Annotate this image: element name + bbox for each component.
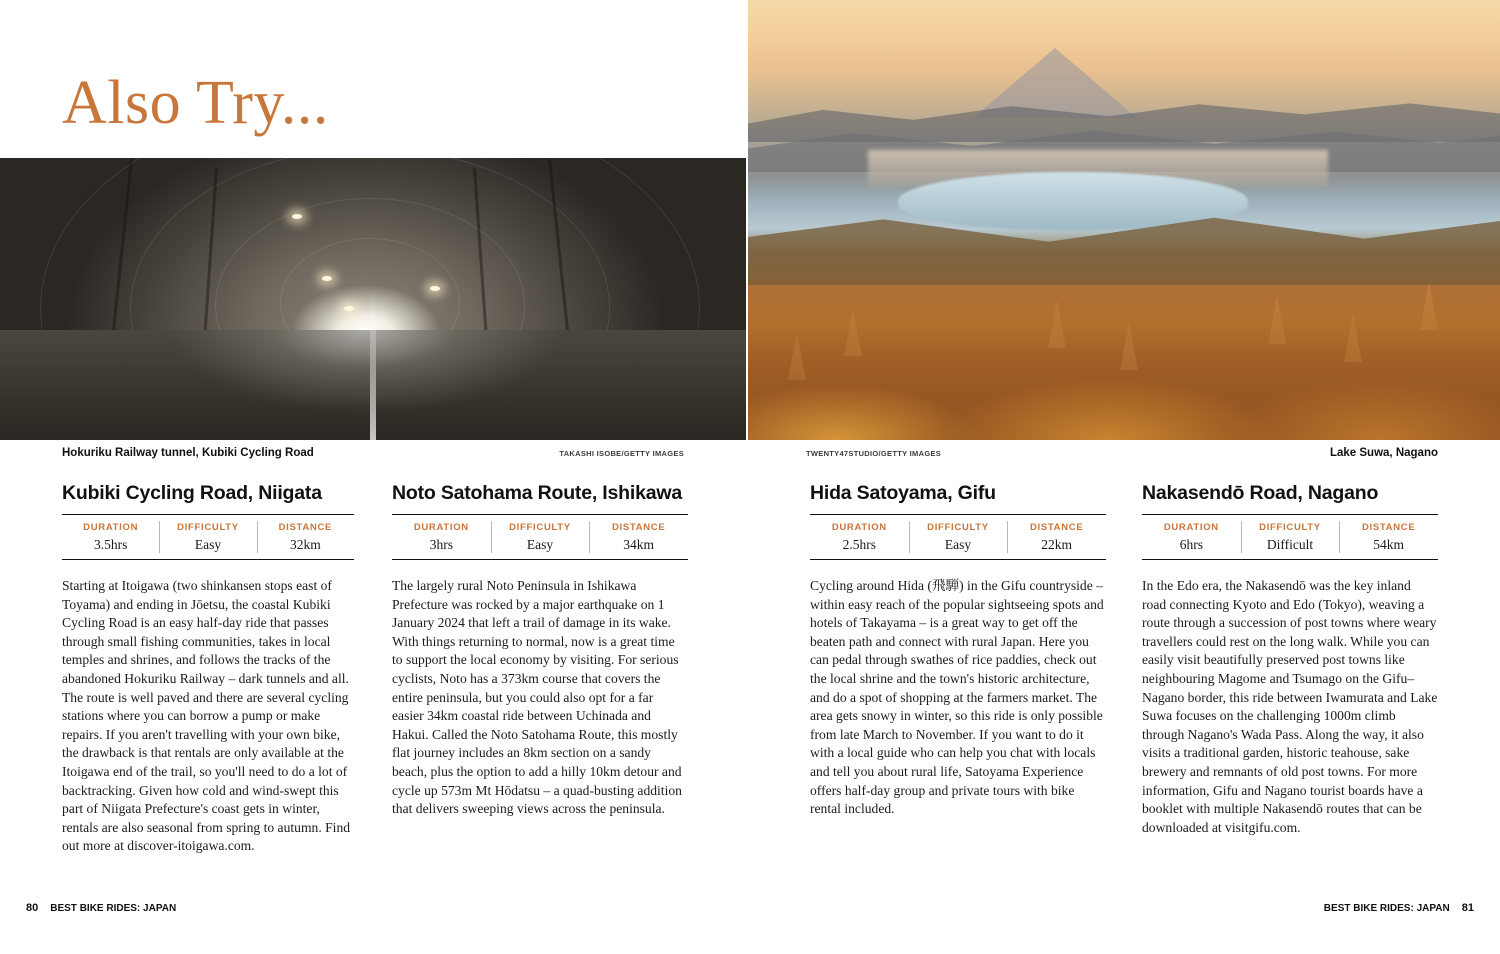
- stat-difficulty: [909, 515, 1008, 559]
- stat-value-difficulty: Easy: [526, 537, 554, 552]
- mount-fuji-silhouette: [973, 48, 1137, 118]
- ride-card-nakasendo: [1142, 482, 1438, 837]
- ride-body-text: In the Edo era, the Nakasendō was the key inland road connecting Kyoto and Edo (Tokyo), weaving a route through a succession of post towns where weary travellers could rest on the long walk. While you can easily visit beautifully preserved post towns like neighbouring Magome and Tsumago on the Gifu–Nagano border, this ride between Iwamurata and Lake Suwa focuses on the challenging 1000m climb through Nagano's Wada Pass. Along the way, it also visits a traditional garden, historic teahouse, sake brewery and remnants of old post towns. For more information, Gifu and Nagano tourist boards have a booklet with multiple Nakasendō routes that can be downloaded at visitgifu.com.: [1142, 578, 1438, 835]
- photo-caption-left: Hokuriku Railway tunnel, Kubiki Cycling Road: [62, 447, 314, 459]
- tunnel-lamp-3: [322, 276, 332, 281]
- stat-value-difficulty: Easy: [194, 537, 222, 552]
- stat-value-distance: 32km: [289, 537, 321, 552]
- stat-value-distance: 34km: [623, 537, 655, 552]
- stat-label-distance: DISTANCE: [1361, 522, 1416, 533]
- ride-stats: [1142, 515, 1438, 560]
- page-title: Also Try...: [62, 69, 329, 137]
- tunnel-road-stripe: [370, 290, 376, 440]
- stat-duration: [810, 515, 909, 559]
- stat-value-duration: 2.5hrs: [842, 537, 877, 552]
- stat-value-difficulty: Easy: [944, 537, 972, 552]
- stat-label-difficulty: DIFFICULTY: [509, 522, 571, 533]
- caption-row-right: [748, 444, 1500, 466]
- book-title-right: BEST BIKE RIDES: JAPAN: [1323, 903, 1450, 914]
- stat-duration: [392, 515, 491, 559]
- stat-duration: [1142, 515, 1241, 559]
- ride-stats: [392, 515, 688, 560]
- photo-credit-left: TAKASHI ISOBE/GETTY IMAGES: [559, 449, 684, 458]
- foreground-grass: [748, 250, 1500, 440]
- stat-label-distance: DISTANCE: [1029, 522, 1084, 533]
- ride-columns: [0, 482, 1500, 862]
- ride-heading: Noto Satohama Route, Ishikawa: [392, 482, 688, 515]
- footer-right: [1324, 902, 1474, 914]
- stat-label-difficulty: DIFFICULTY: [927, 522, 989, 533]
- ride-card-kubiki: [62, 482, 354, 856]
- ride-card-hida: [810, 482, 1106, 819]
- stat-label-difficulty: DIFFICULTY: [177, 522, 239, 533]
- stat-value-duration: 3.5hrs: [93, 537, 128, 552]
- stat-value-distance: 22km: [1041, 537, 1073, 552]
- stat-value-duration: 6hrs: [1179, 537, 1203, 552]
- ride-heading: Nakasendō Road, Nagano: [1142, 482, 1438, 515]
- caption-row-left: [0, 444, 746, 466]
- stat-difficulty: [491, 515, 590, 559]
- stat-distance: [257, 515, 354, 559]
- photo-caption-right: Lake Suwa, Nagano: [1329, 447, 1438, 459]
- book-title-left: BEST BIKE RIDES: JAPAN: [50, 903, 177, 914]
- ride-stats: [810, 515, 1106, 560]
- stat-label-duration: DURATION: [831, 522, 887, 533]
- stat-duration: [62, 515, 159, 559]
- page-number-right: 81: [1461, 902, 1474, 914]
- stat-value-distance: 54km: [1373, 537, 1405, 552]
- footer-left: [26, 902, 176, 914]
- tunnel-lamp-4: [344, 306, 354, 311]
- ride-card-noto: [392, 482, 688, 819]
- stat-label-duration: DURATION: [83, 522, 139, 533]
- hokuriku-railway-tunnel-photo: [0, 158, 746, 440]
- ride-body-text: Starting at Itoigawa (two shinkansen stops east of Toyama) and ending in Jōetsu, the coastal Kubiki Cycling Road is an easy half-day ride that passes through small fishing communities, takes in local temples and shrines, and follows the tracks of the abandoned Hokuriku Railway – dark tunnels and all. The route is well paved and there are several cycling stations where you can borrow a pump or make repairs. If you aren't travelling with your own bike, the drawback is that rentals are only available at the Itoigawa end of the trail, so you'll need to do a lot of backtracking. Given how cold and wind-swept this part of Niigata Prefecture's coast gets in winter, rentals are also seasonal from spring to autumn. Find out more at discover-itoigawa.com.: [62, 578, 351, 854]
- photo-credit-right: TWENTY47STUDIO/GETTY IMAGES: [806, 449, 942, 458]
- ride-stats: [62, 515, 354, 560]
- stat-distance: [1007, 515, 1106, 559]
- title-block: [0, 0, 746, 158]
- tunnel-lamp-1: [292, 214, 302, 219]
- stat-difficulty: [159, 515, 256, 559]
- stat-difficulty: [1241, 515, 1340, 559]
- ride-body-text: Cycling around Hida (飛騨) in the Gifu countryside – within easy reach of the popular sightseeing spots and hotels of Takayama – is a great way to get off the beaten path and connect with rural Japan. Here you can pedal through swathes of rice paddies, check out the local shrine and the town's historic architecture, and do a spot of shopping at the farmers market. The area gets snowy in winter, so this ride is only possible from late March to November. If you want to do it with a local guide who can help you chat with locals and tell you about rural life, Satoyama Experience offers half-day group and private tours with bike rental included.: [810, 578, 1104, 817]
- stat-distance: [589, 515, 688, 559]
- stat-label-duration: DURATION: [1163, 522, 1219, 533]
- stat-value-difficulty: Difficult: [1266, 537, 1314, 552]
- lake-suwa-landscape-graphic: [748, 0, 1500, 440]
- ride-body-text: The largely rural Noto Peninsula in Ishikawa Prefecture was rocked by a major earthquake on 1 January 2024 that left a trail of damage in its wake. With things returning to normal, now is a great time to support the local economy by visiting. For serious cyclists, Noto has a 373km course that covers the entire peninsula, but you could also opt for a far easier 34km coastal ride between Uchinada and Hakui. Called the Noto Satohama Route, this mostly flat journey includes an 8km section on a sandy beach, plus the option to add a hilly 10km detour and cycle up 573m Mt Hōdatsu – a quad-busting addition that delivers sweeping views across the peninsula.: [392, 578, 682, 817]
- ride-heading: Hida Satoyama, Gifu: [810, 482, 1106, 515]
- stat-distance: [1339, 515, 1438, 559]
- stat-label-difficulty: DIFFICULTY: [1259, 522, 1321, 533]
- tunnel-lamp-2: [430, 286, 440, 291]
- stat-label-distance: DISTANCE: [611, 522, 666, 533]
- ride-heading: Kubiki Cycling Road, Niigata: [62, 482, 354, 515]
- stat-value-duration: 3hrs: [429, 537, 453, 552]
- lake-suwa-photo: [748, 0, 1500, 440]
- stat-label-duration: DURATION: [413, 522, 469, 533]
- stat-label-distance: DISTANCE: [278, 522, 333, 533]
- page-number-left: 80: [26, 902, 39, 914]
